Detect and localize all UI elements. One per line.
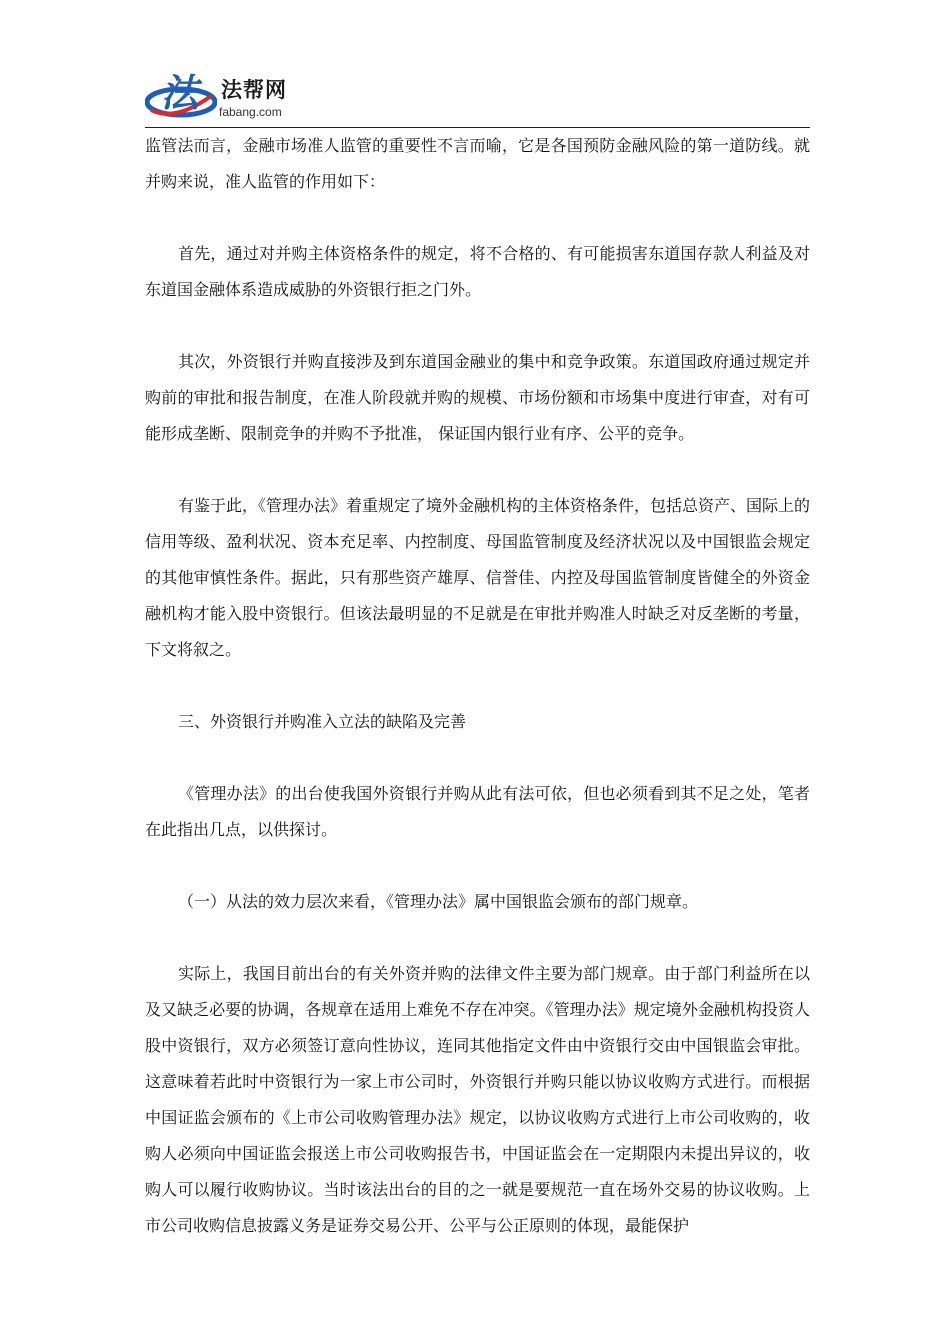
- section-heading: 三、外资银行并购准入立法的缺陷及完善: [178, 712, 467, 731]
- paragraph: 实际上，我国目前出台的有关外资并购的法律文件主要为部门规章。由于部门利益所在以及又缺乏必要的协调，各规章在适用上难免不存在冲突。《管理办法》规定境外金融机构投资人股中资银行，双方必须签订意向性协议，连同其他指定文件由中资银行交由中国银监会审批。这意味着若此时中资银行为一家上市公司时，外资银行并购只能以协议收购方式进行。而根据中国证监会颁布的《上市公司收购管理办法》规定，以协议收购方式进行上市公司收购的，收购人必须向中国证监会报送上市公司收购报告书，中国证监会在一定期限内未提出异议的，收购人可以履行收购协议。当时该法出台的目的之一就是要规范一直在场外交易的协议收购。上市公司收购信息披露义务是证券交易公开、公平与公正原则的体现，最能保护: [145, 964, 810, 1235]
- paragraph: 其次，外资银行并购直接涉及到东道国金融业的集中和竞争政策。东道国政府通过规定并购前的审批和报告制度，在准人阶段就并购的规模、市场份额和市场集中度进行审查，对有可能形成垄断、限制竞争的并购不予批准， 保证国内银行业有序、公平的竞争。: [145, 352, 810, 443]
- site-name: 法帮网: [221, 78, 287, 102]
- site-header: [145, 62, 810, 128]
- subsection-heading: （一）从法的效力层次来看，《管理办法》属中国银监会颁布的部门规章。: [178, 892, 699, 911]
- paragraph: 监管法而言，金融市场准人监管的重要性不言而喻，它是各国预防金融风险的第一道防线。就并购来说，准人监管的作用如下：: [145, 136, 810, 191]
- paragraph: 《管理办法》的出台使我国外资银行并购从此有法可依，但也必须看到其不足之处，笔者在此指出几点，以供探讨。: [145, 784, 810, 839]
- svg-text:法: 法: [161, 70, 200, 115]
- fabang-logo-icon: [145, 66, 217, 124]
- site-domain: fabang.com: [219, 105, 282, 119]
- paragraph: 有鉴于此，《管理办法》着重规定了境外金融机构的主体资格条件，包括总资产、国际上的信用等级、盈利状况、资本充足率、内控制度、母国监管制度及经济状况以及中国银监会规定的其他审慎性条件。据此，只有那些资产雄厚、信誉佳、内控及母国监管制度皆健全的外资金融机构才能入股中资银行。但该法最明显的不足就是在审批并购准人时缺乏对反垄断的考量，下文将叙之。: [145, 496, 811, 659]
- paragraph: 首先，通过对并购主体资格条件的规定，将不合格的、有可能损害东道国存款人利益及对东道国金融体系造成威胁的外资银行拒之门外。: [145, 244, 810, 299]
- document-body: [145, 128, 810, 1244]
